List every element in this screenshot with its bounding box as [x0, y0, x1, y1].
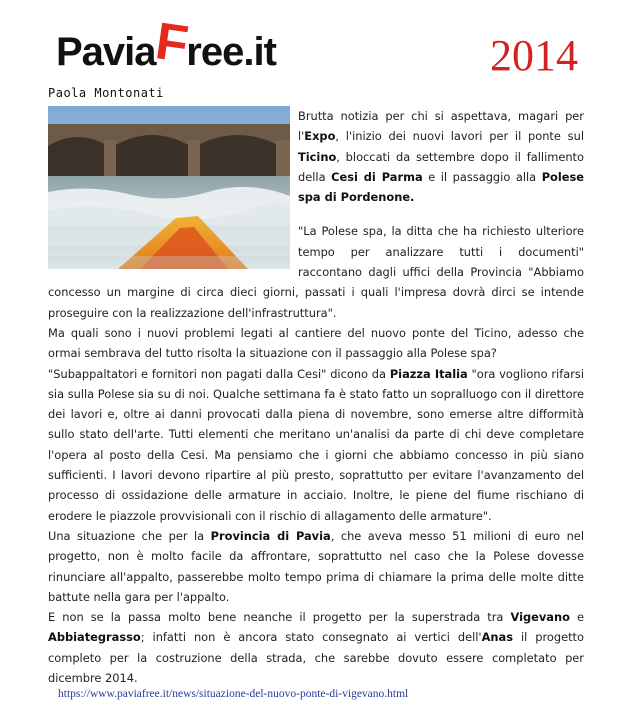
keyword-vigevano: Vigevano [510, 610, 570, 625]
paragraph-6 [48, 607, 584, 688]
keyword-expo: Expo [304, 129, 336, 144]
text-run: "Subappaltatori e fornitori non pagati dalla Cesi" dicono da [48, 366, 390, 381]
text-run: e [569, 610, 584, 625]
page-header [0, 0, 640, 92]
text-run: e il passaggio alla [422, 169, 542, 184]
text-run: Una situazione che per la [48, 528, 211, 543]
keyword-cesi-di-parma: Cesi di Parma [331, 169, 423, 184]
photo-bridge-river-boat-icon [48, 106, 290, 269]
keyword-piazza-italia: Piazza Italia [389, 366, 468, 381]
keyword-provincia-di-pavia: Provincia di Pavia [210, 528, 331, 543]
keyword-ticino: Ticino [298, 149, 337, 164]
text-run: ; infatti non è ancora stato consegnato ai vertici dell' [140, 630, 482, 645]
text-run: Brutta notizia per chi si aspettava, magari per l' [298, 109, 584, 144]
paragraph-3: Ma quali sono i nuovi problemi legati al cantiere del nuovo ponte del Ticino, adesso che ormai sembrava del tutto risolta la situazione con il passaggio alla Polese spa? [48, 325, 584, 361]
logo-letter-f: F [151, 12, 191, 74]
article-body [48, 106, 584, 688]
keyword-polese-spa: Polese spa di Pordenone. [298, 169, 584, 205]
article-photo [48, 106, 290, 269]
text-run: , che aveva messo 51 milioni di euro nel progetto, non è molto facile da affrontare, soprattutto nel caso che la Polese dovesse rinunciare all'appalto, passerebbe molto tempo prima di chiamare la prima delle molte ditte battute nella gara per l'appalto. [48, 528, 584, 604]
paragraph-2: "La Polese spa, la ditta che ha richiesto ulteriore tempo per analizzare tutti i documenti" raccontano dagli uffici della Provincia "Abbiamo concesso un margine di circa dieci giorni, passati i quali l'impresa dovrà dirci se intende proseguire con la realizzazione dell'infrastruttura". [48, 224, 584, 320]
keyword-abbiategrasso: Abbiategrasso [48, 630, 141, 645]
paragraph-5 [48, 526, 584, 607]
paragraph-4 [48, 364, 584, 526]
source-url-link[interactable]: https://www.paviafree.it/news/situazione-del-nuovo-ponte-di-vigevano.html [58, 688, 409, 700]
text-run: , l'inizio dei nuovi lavori per il ponte sul [335, 129, 584, 144]
author-name: Paola Montonati [48, 86, 164, 100]
text-run: il progetto completo per la costruzione della strada, che sarebbe dovuto essere completato per dicembre 2014. [48, 630, 584, 686]
logo-text-main: Pavia [56, 30, 156, 74]
site-logo[interactable] [56, 12, 276, 74]
text-run: "ora vogliono rifarsi sia sulla Polese sia su di noi. Qualche settimana fa è stato fatto un sopralluogo con il direttore dei lavori e, oltre ai danni provocati dalla piena di novembre, sono emerse altre difformità sullo stato dell'arte. Tutti elementi che meritano un'analisi da parte di chi deve completare l'opera al posto della Cesi. Ma pensiamo che i giorni che abbiamo concesso in più siano sufficienti. I lavori devono ripartire al più presto, soprattutto per evitare l'avanzamento del processo di ossidazione delle armature in acciaio. Inoltre, le piene del fiume rischiano di erodere le piazzole provvisionali con il rischio di allagamento delle armature". [48, 366, 584, 523]
text-run: , bloccati da settembre dopo il fallimento della [298, 149, 584, 184]
keyword-anas: Anas [481, 630, 513, 645]
text-run: E non se la passa molto bene neanche il progetto per la superstrada tra [48, 610, 511, 625]
logo-text-rest: ree.it [186, 30, 276, 74]
year-label: 2014 [490, 31, 578, 80]
